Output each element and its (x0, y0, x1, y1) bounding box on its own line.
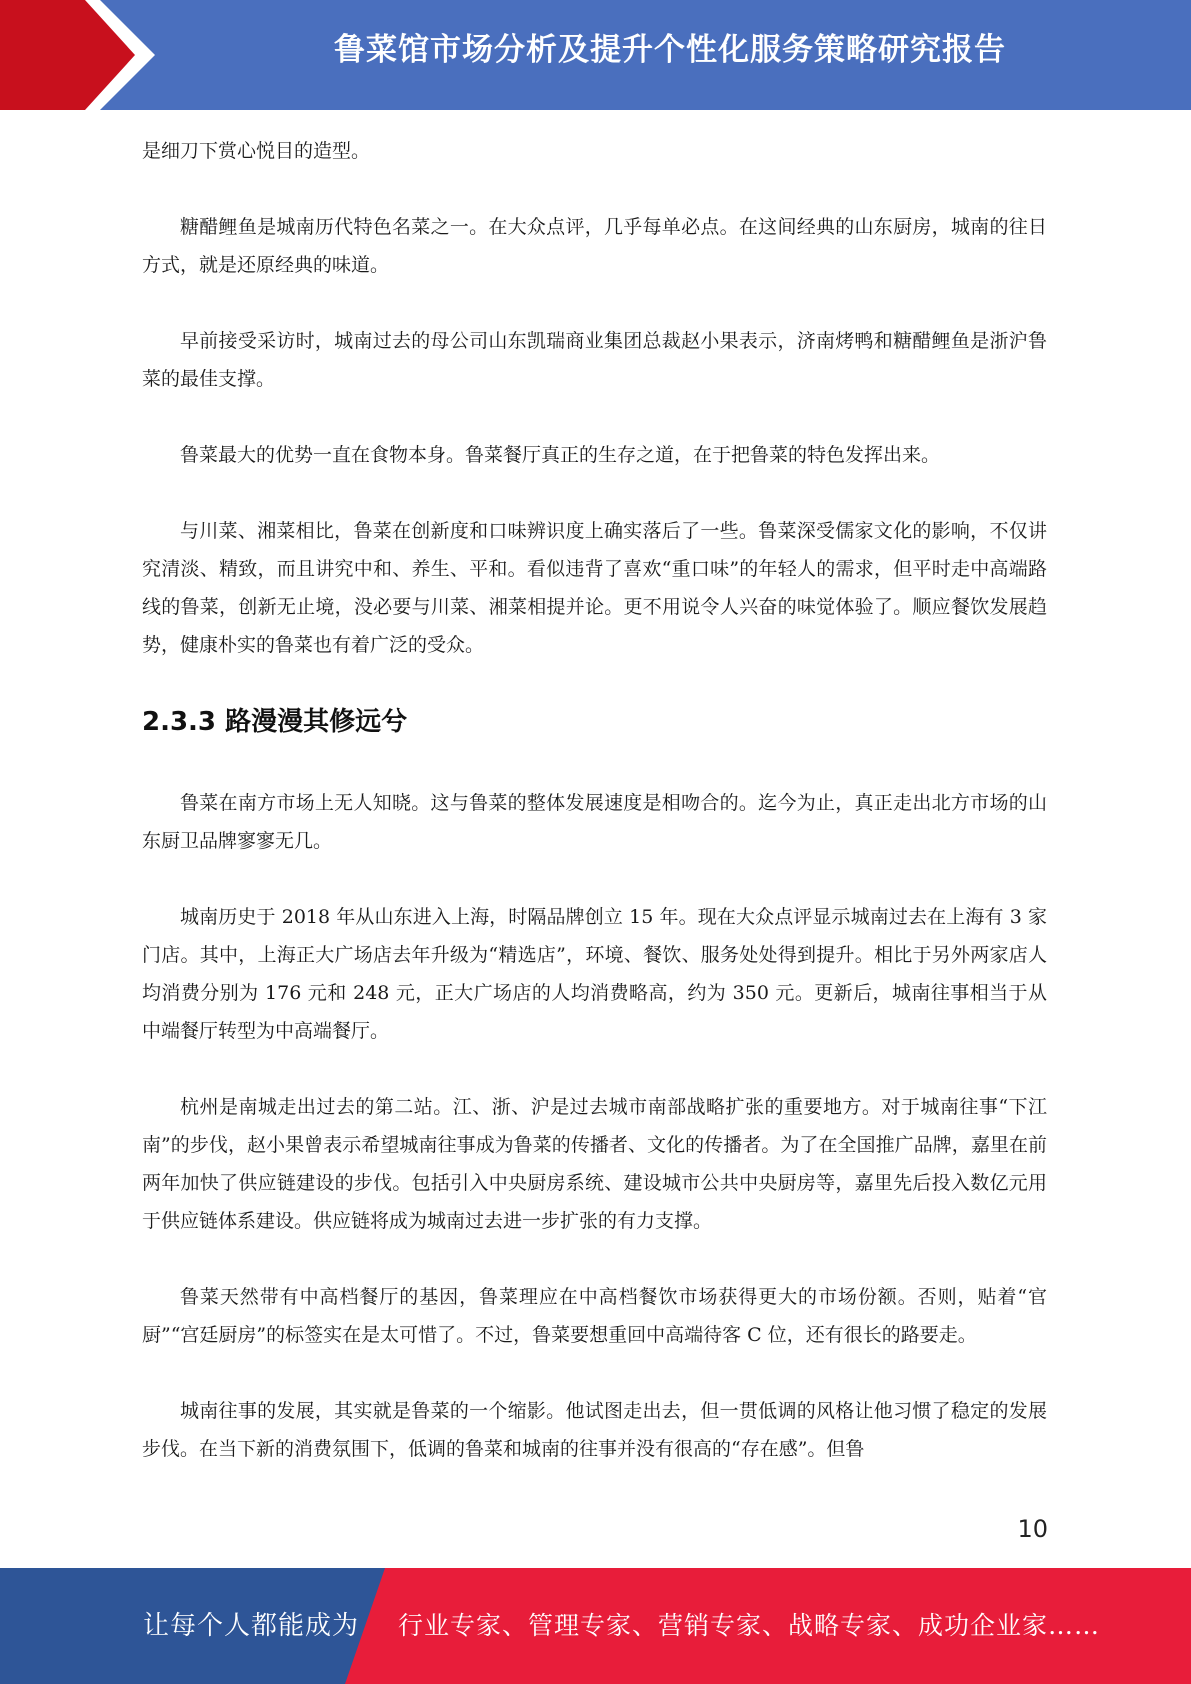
paragraph: 杭州是南城走出过去的第二站。江、浙、沪是过去城市南部战略扩张的重要地方。对于城南往事“下江南”的步伐，赵小果曾表示希望城南往事成为鲁菜的传播者、文化的传播者。为了在全国推广品牌，嘉里在前两年加快了供应链建设的步伐。包括引入中央厨房系统、建设城市公共中央厨房等，嘉里先后投入数亿元用于供应链体系建设。供应链将成为城南过去进一步扩张的有力支撑。 (142, 1096, 1047, 1232)
paragraph: 鲁菜在南方市场上无人知晓。这与鲁菜的整体发展速度是相吻合的。迄今为止，真正走出北方市场的山东厨卫品牌寥寥无几。 (142, 792, 1047, 852)
paragraph: 鲁菜最大的优势一直在食物本身。鲁菜餐厅真正的生存之道，在于把鲁菜的特色发挥出来。 (180, 444, 941, 466)
footer-banner (0, 1568, 1191, 1684)
section-heading: 2.3.3 路漫漫其修远兮 (142, 707, 408, 737)
report-title: 鲁菜馆市场分析及提升个性化服务策略研究报告 (334, 32, 1006, 68)
footer-slogan-left: 让每个人都能成为 (143, 1611, 360, 1641)
header-banner (0, 0, 1191, 110)
footer-slogan-right: 行业专家、管理专家、营销专家、战略专家、成功企业家…… (398, 1611, 1101, 1640)
paragraph: 早前接受采访时，城南过去的母公司山东凯瑞商业集团总裁赵小果表示，济南烤鸭和糖醋鲤鱼是浙沪鲁菜的最佳支撑。 (142, 330, 1047, 390)
paragraph: 糖醋鲤鱼是城南历代特色名菜之一。在大众点评，几乎每单必点。在这间经典的山东厨房，城南的往日方式，就是还原经典的味道。 (142, 216, 1047, 276)
paragraph: 与川菜、湘菜相比，鲁菜在创新度和口味辨识度上确实落后了一些。鲁菜深受儒家文化的影响，不仅讲究清淡、精致，而且讲究中和、养生、平和。看似违背了喜欢“重口味”的年轻人的需求，但平时走中高端路线的鲁菜，创新无止境，没必要与川菜、湘菜相提并论。更不用说令人兴奋的味觉体验了。顺应餐饮发展趋势，健康朴实的鲁菜也有着广泛的受众。 (142, 520, 1047, 656)
page-content (142, 132, 1047, 1506)
page-number: 10 (1017, 1515, 1048, 1543)
paragraph: 城南往事的发展，其实就是鲁菜的一个缩影。他试图走出去，但一贯低调的风格让他习惯了稳定的发展步伐。在当下新的消费氛围下，低调的鲁菜和城南的往事并没有很高的“存在感”。但鲁 (142, 1400, 1047, 1460)
paragraph: 是细刀下赏心悦目的造型。 (142, 140, 371, 162)
paragraph: 鲁菜天然带有中高档餐厅的基因，鲁菜理应在中高档餐饮市场获得更大的市场份额。否则，贴着“官厨”“宫廷厨房”的标签实在是太可惜了。不过，鲁菜要想重回中高端待客 C 位，还有很长的路要走。 (142, 1286, 1047, 1346)
paragraph: 城南历史于 2018 年从山东进入上海，时隔品牌创立 15 年。现在大众点评显示城南过去在上海有 3 家门店。其中，上海正大广场店去年升级为“精选店”，环境、餐饮、服务处处得到提升。相比于另外两家店人均消费分别为 176 元和 248 元，正大广场店的人均消费略高，约为 350 元。更新后，城南往事相当于从中端餐厅转型为中高端餐厅。 (142, 906, 1047, 1042)
